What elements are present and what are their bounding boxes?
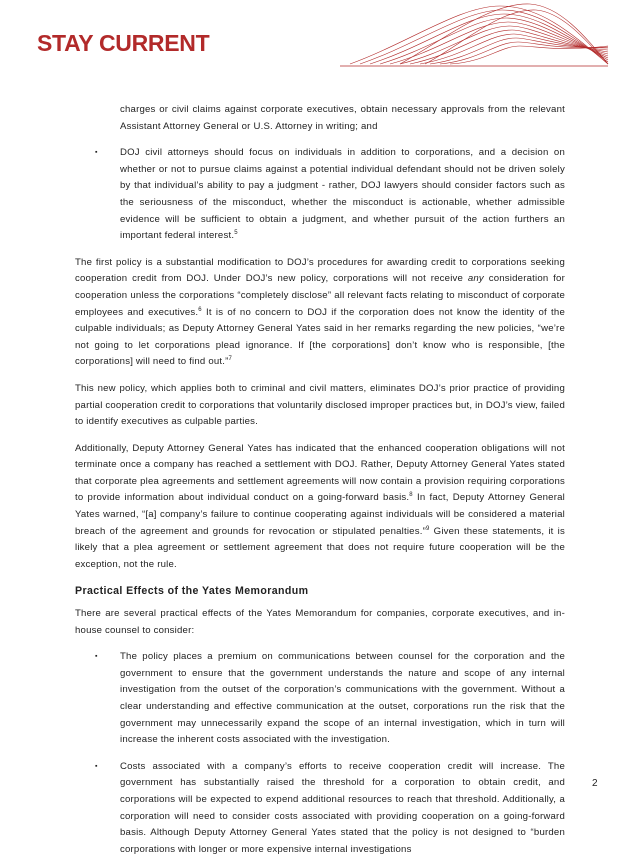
paragraph-first-policy [75, 255, 565, 371]
bullet-text: Costs associated with a company’s efforts to receive cooperation credit will increase. The government has substantially raised the threshold for a corporation to obtain credit, and corporations will be expected to expend additional resources to reach that threshold. Additionally, a corporation will need to consider costs associated with providing cooperation on a going-forward basis. Although Deputy Attorney General Yates stated that the policy is not designed to “burden corporations with longer or more expensive internal investigations [120, 760, 565, 855]
bullet-glyph: ▪ [95, 762, 98, 770]
paragraph-text: It is of no concern to DOJ if the corporation does not know the identity of the culpable individuals; as Deputy Attorney General Yates said in her remarks regarding the new policies, “we’re not going to let corporations plead ignorance. If [the corporations] don’t know who is responsible, [the corporations] will need to find out.” [75, 306, 565, 368]
bullet-item-costs [95, 759, 565, 859]
document-body [75, 102, 565, 868]
page-header [0, 0, 640, 70]
paragraph-text: Given these statements, it is likely that a plea agreement or settlement agreement that does not require future cooperation will be the exception, not the rule. [75, 525, 565, 570]
section-heading: Practical Effects of the Yates Memorandum [75, 585, 309, 598]
footnote-ref-5: 5 [234, 229, 238, 236]
footnote-ref-6: 6 [198, 306, 202, 313]
footnote-ref-7: 7 [228, 356, 233, 363]
bullet-text: The policy places a premium on communications between counsel for the corporation and the government to ensure that the government understands the nature and scope of any internal investigation from the outset of the corporation’s communications with the government. Without a clear understanding and effective communication at the outset, corporations run the risk that the government may unnecessarily expand the scope of an internal investigation, which in turn will increase the inherent costs associated with the investigation. [120, 651, 565, 746]
bullet-glyph: ▪ [95, 149, 98, 157]
paragraph-practical-effects: There are several practical effects of the Yates Memorandum for companies, corporate executives, and in-house counsel to consider: [75, 608, 565, 636]
paragraph-text: consideration for cooperation unless the corporations “completely disclose” all relevant facts relating to misconduct of corporate employees and executives. [75, 273, 565, 318]
bullet-item-civil-attorneys [95, 145, 565, 245]
paragraph-text: The first policy is a substantial modification to DOJ’s procedures for awarding credit to corporations seeking cooperation credit from DOJ. Under DOJ’s new policy, corporations will not receive [75, 256, 565, 285]
page-number: 2 [592, 778, 598, 789]
bullet-item-communications [95, 649, 565, 749]
paragraph-text: In fact, Deputy Attorney General Yates warned, “[a] company’s failure to continue cooperating against individuals will be considered a material breach of the agreement and grounds for revocation or stipulated penalties.” [75, 492, 565, 537]
bullet-text: DOJ civil attorneys should focus on individuals in addition to corporations, and a decision on whether or not to pursue claims against a potential individual defendant should not be driven solely by that individual’s ability to pay a judgment - rather, DOJ lawyers should consider factors such as the seriousness of the misconduct, whether the misconduct is actionable, whether admissible evidence will be sufficient to obtain a judgment, and whether pursuit of the action furthers an important federal interest. [120, 147, 565, 242]
paragraph-new-policy: This new policy, which applies both to criminal and civil matters, eliminates DOJ’s prior practice of providing partial cooperation credit to corporations that voluntarily disclosed improper practices but, in DOJ’s view, failed to identify executives as culpable parties. [75, 382, 565, 428]
bullet-glyph: ▪ [95, 653, 98, 661]
stay-current-logo: STAY CURRENT [37, 30, 210, 56]
continued-paragraph: charges or civil claims against corporate executives, obtain necessary approvals from the relevant Assistant Attorney General or U.S. Attorney in writing; and [120, 104, 565, 132]
footnote-ref-8: 8 [409, 492, 413, 499]
emphasis-any: any [467, 273, 484, 285]
paragraph-text: Additionally, Deputy Attorney General Yates has indicated that the enhanced cooperation obligations will not terminate once a company has reached a settlement with DOJ. Rather, Deputy Attorney General Yates stated that corporate plea agreements and settlement agreements will now contain a provision requiring corporations to provide information about individual conduct on a going-forward basis. [75, 442, 565, 504]
paragraph-additionally [75, 441, 565, 574]
footnote-ref-9: 9 [425, 525, 430, 532]
wave-lines-logo [340, 2, 610, 68]
